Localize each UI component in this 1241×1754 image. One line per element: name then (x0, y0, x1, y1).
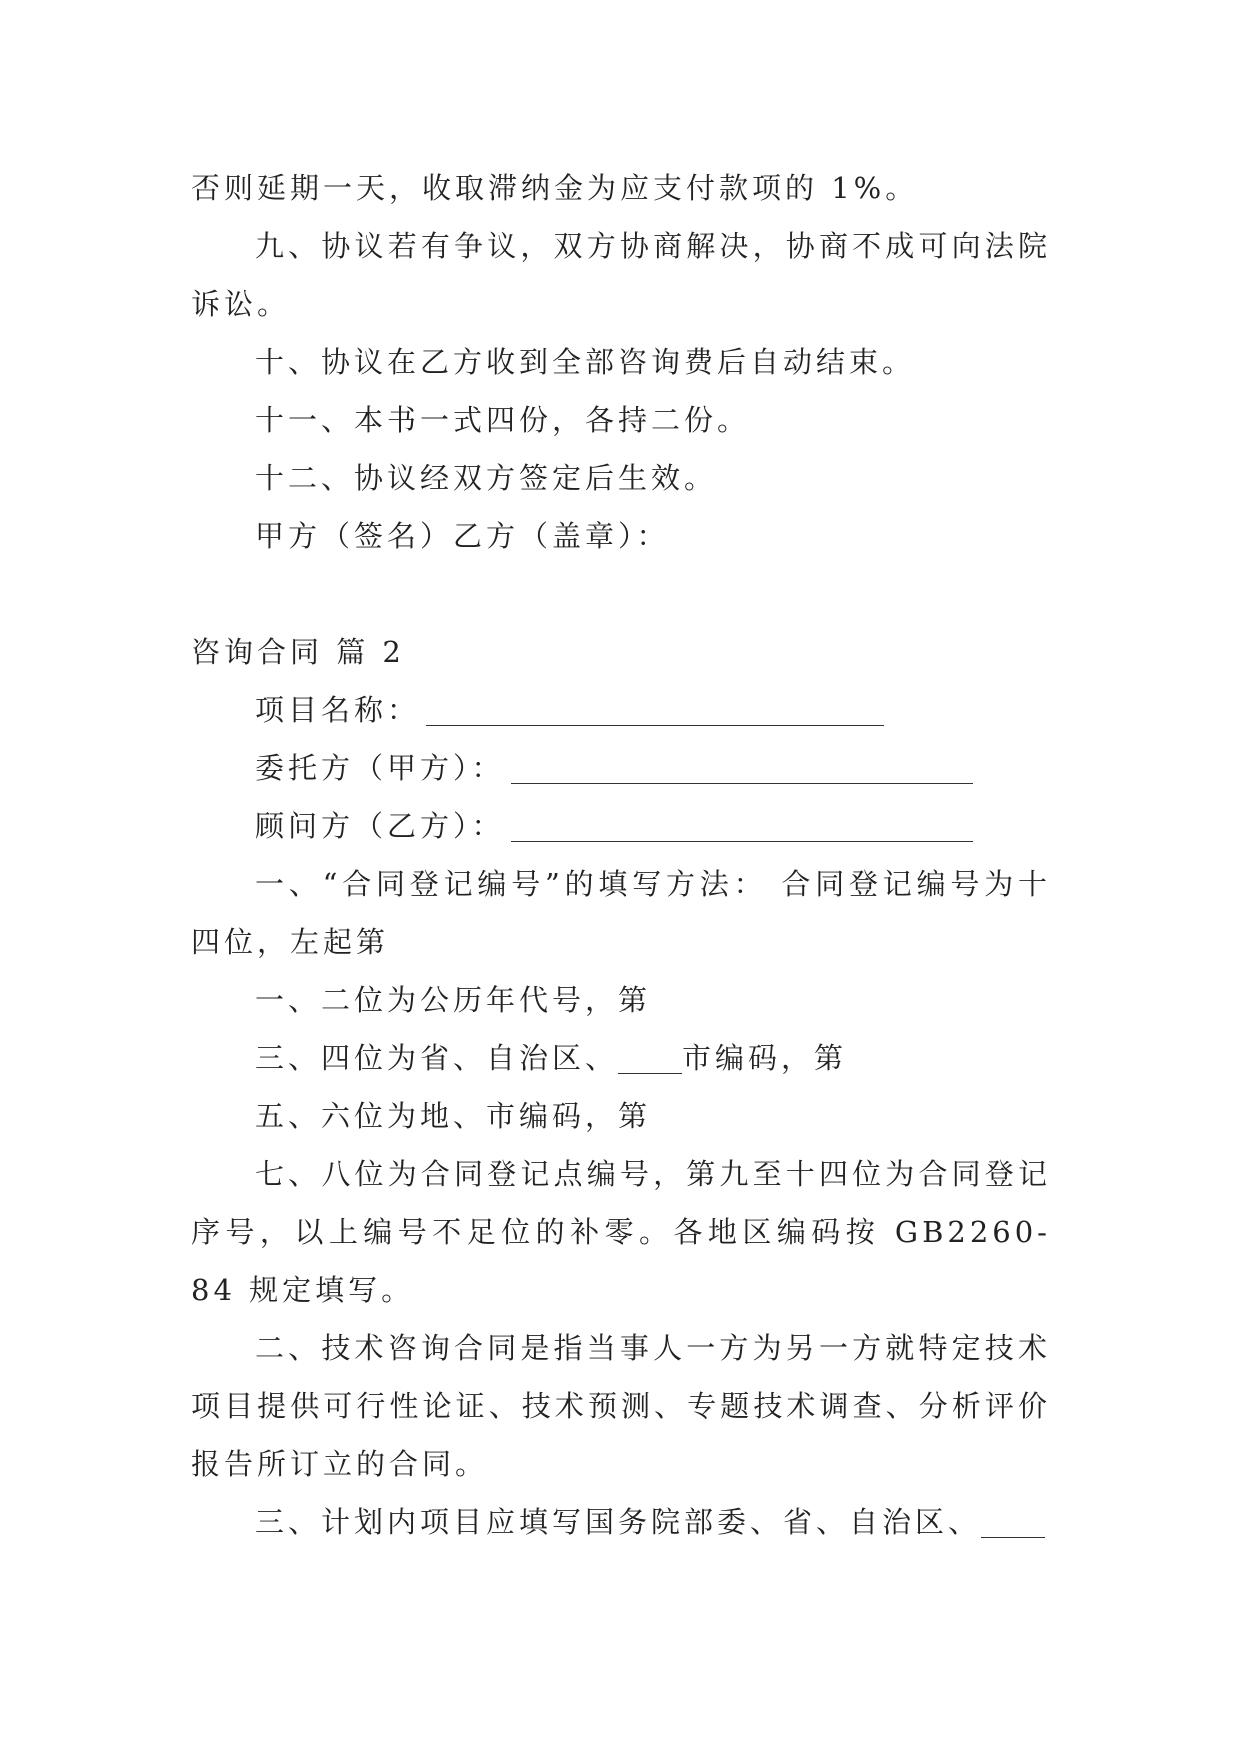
clause-nine: 九、协议若有争议，双方协商解决，协商不成可向法院诉讼。 (191, 229, 1051, 321)
consultant-label: 顾问方（乙方）： (255, 809, 505, 843)
note-one-digits-3-4 (191, 1029, 1051, 1087)
client-blank[interactable] (511, 753, 973, 784)
client-label: 委托方（甲方）： (255, 751, 505, 785)
clause-eleven: 十一、本书一式四份，各持二份。 (255, 403, 751, 437)
note-one-digits-3-4-suffix: 市编码，第 (682, 1041, 848, 1075)
note-one-digits-7-14: 七、八位为合同登记点编号，第九至十四位为合同登记序号，以上编号不足位的补零。各地区编码按 GB2260-84 规定填写。 (191, 1157, 1051, 1307)
region-blank[interactable] (981, 1507, 1045, 1538)
clause-twelve: 十二、协议经双方签定后生效。 (255, 461, 718, 495)
client-field (191, 739, 1051, 797)
note-three (191, 1493, 1051, 1551)
section-gap (191, 565, 1051, 623)
project-name-blank[interactable] (426, 695, 884, 726)
document-body (191, 159, 1051, 1551)
note-one-digits-5-6: 五、六位为地、市编码，第 (255, 1099, 652, 1133)
note-one: 一、“合同登记编号”的填写方法： 合同登记编号为十四位，左起第 (191, 867, 1051, 959)
clause-continuation: 否则延期一天，收取滞纳金为应支付款项的 1%。 (191, 171, 919, 205)
note-two: 二、技术咨询合同是指当事人一方为另一方就特定技术项目提供可行性论证、技术预测、专题技术调查、分析评价报告所订立的合同。 (191, 1331, 1051, 1481)
clause-ten: 十、协议在乙方收到全部咨询费后自动结束。 (255, 345, 916, 379)
project-name-field (191, 681, 1051, 739)
city-blank[interactable] (618, 1043, 682, 1074)
signature-line: 甲方（签名）乙方（盖章）： (255, 519, 670, 553)
section-title: 咨询合同 篇 2 (191, 635, 405, 669)
consultant-field (191, 797, 1051, 855)
project-name-label: 项目名称： (255, 693, 421, 727)
consultant-blank[interactable] (511, 811, 973, 842)
note-three-text: 三、计划内项目应填写国务院部委、省、自治区、 (255, 1505, 982, 1539)
note-one-digits-3-4-text: 三、四位为省、自治区、 (255, 1041, 619, 1075)
note-one-digits-1-2: 一、二位为公历年代号，第 (255, 983, 652, 1017)
